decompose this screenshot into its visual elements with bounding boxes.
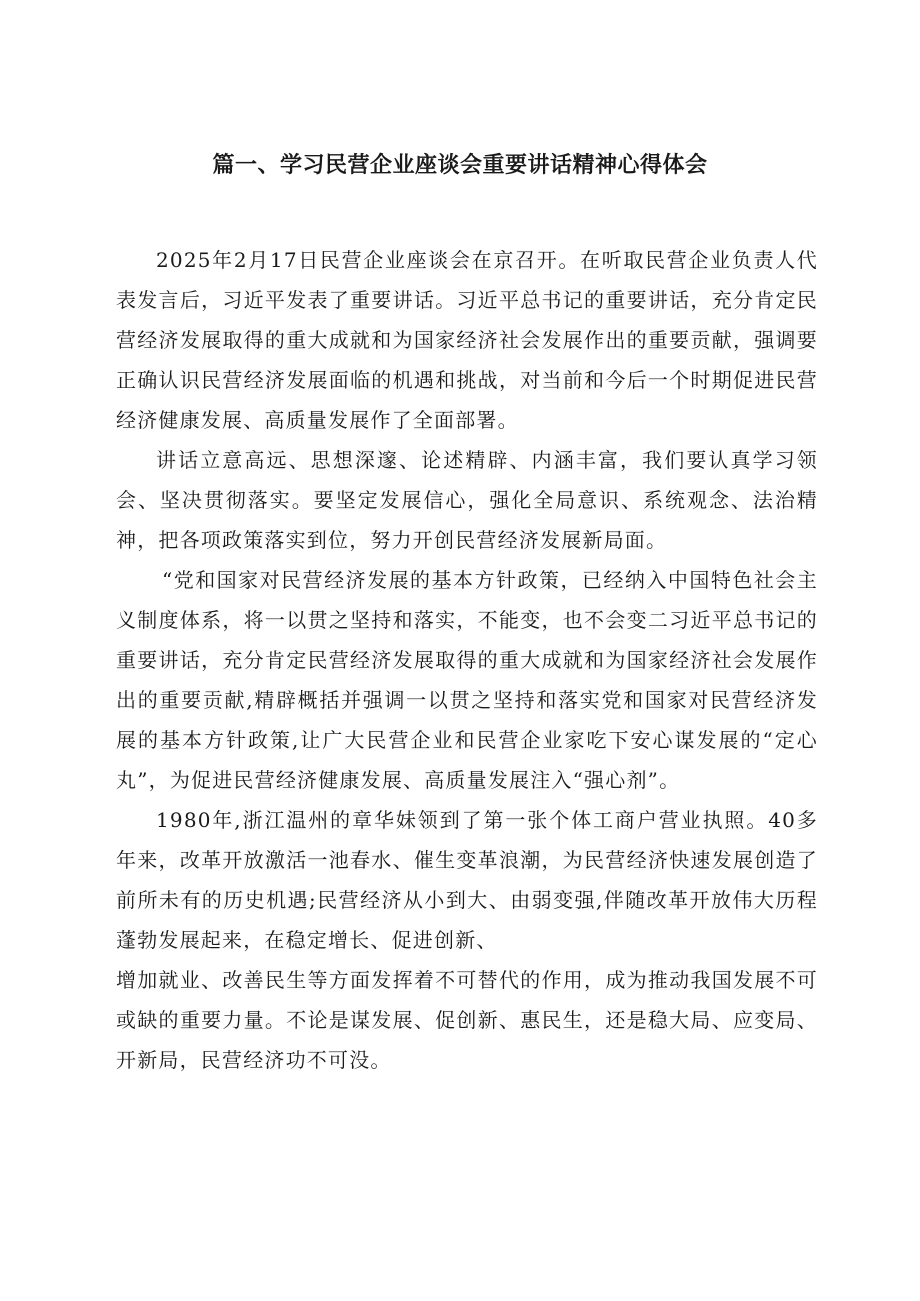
- paragraph-1: 2025年2月17日民营企业座谈会在京召开。在听取民营企业负责人代表发言后，习近平发表了重要讲话。习近平总书记的重要讲话，充分肯定民营经济发展取得的重大成就和为国家经济社会发展作出的重要贡献，强调要正确认识民营经济发展面临的机遇和挑战，对当前和今后一个时期促进民营经济健康发展、高质量发展作了全面部署。: [116, 248, 818, 432]
- paragraph-3: “党和国家对民营经济发展的基本方针政策，已经纳入中国特色社会主义制度体系，将一以贯之坚持和落实，不能变，也不会变二习近平总书记的重要讲话，充分肯定民营经济发展取得的重大成就和为国家经济社会发展作出的重要贡献,精辟概括并强调一以贯之坚持和落实党和国家对民营经济发展的基本方针政策,让广大民营企业和民营企业家吃下安心谋发展的“定心丸”，为促进民营经济健康发展、高质量发展注入“强心剂”。: [116, 568, 818, 792]
- paragraph-4-continuation: 增加就业、改善民生等方面发挥着不可替代的作用，成为推动我国发展不可或缺的重要力量。不论是谋发展、促创新、惠民生，还是稳大局、应变局、开新局，民营经济功不可没。: [116, 968, 818, 1072]
- document-body: [116, 240, 818, 1080]
- document-title: 篇一、学习民营企业座谈会重要讲话精神心得体会: [212, 153, 708, 178]
- paragraph-2: 讲话立意高远、思想深邃、论述精辟、内涵丰富，我们要认真学习领会、坚决贯彻落实。要坚定发展信心，强化全局意识、系统观念、法治精神，把各项政策落实到位，努力开创民营经济发展新局面。: [116, 448, 818, 552]
- paragraph-4: 1980年,浙江温州的章华妹领到了第一张个体工商户营业执照。40多年来，改革开放激活一池春水、催生变革浪潮，为民营经济快速发展创造了前所未有的历史机遇;民营经济从小到大、由弱变强,伴随改革开放伟大历程蓬勃发展起来，在稳定增长、促进创新、: [116, 808, 818, 952]
